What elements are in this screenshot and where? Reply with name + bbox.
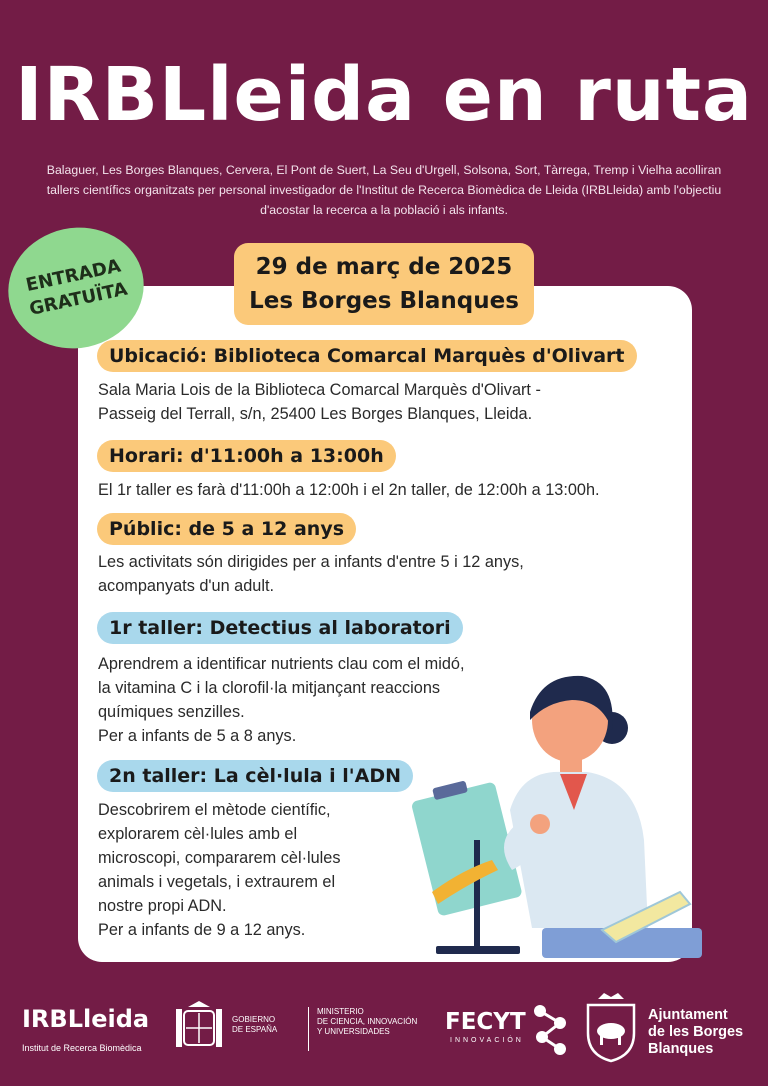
date-box (234, 243, 534, 325)
coat-of-arms-icon (172, 1001, 226, 1055)
sponsor-logos (0, 985, 768, 1075)
badge-text: ENTRADA GRATUÏTA (24, 255, 130, 320)
fecyt-molecule-icon (532, 1001, 572, 1057)
location-heading: Ubicació: Biblioteca Comarcal Marquès d'Olivart (97, 340, 637, 372)
irblleida-subtitle: Institut de Recerca Biomèdica (22, 1043, 142, 1053)
workshop1-text: Aprendrem a identificar nutrients clau com el midó, la vitamina C i la clorofil·la mitjançant reaccions químiques senzilles. Per a infants de 5 a 8 anys. (98, 655, 465, 745)
hand (530, 814, 550, 834)
fecyt-subtitle: INNOVACIÓN (450, 1037, 524, 1044)
event-date: 29 de març de 2025 (255, 254, 513, 280)
scientist-illustration (412, 660, 712, 962)
government-text: GOBIERNO DE ESPAÑA (232, 1015, 278, 1034)
audience-heading: Públic: de 5 a 12 anys (97, 513, 356, 545)
poster-title: IRBLleida en ruta (15, 52, 753, 138)
stand-base (436, 946, 520, 954)
workshop2-text: Descobrirem el mètode científic, explorarem cèl·lules amb el microscopi, compararem cèl·lules animals i vegetals, i extraurem el nostre propi ADN. Per a infants de 9 a 12 anys. (98, 801, 341, 939)
ministry-text: MINISTERIO DE CIENCIA, INNOVACIÓN Y UNIVERSIDADES (308, 1007, 417, 1051)
ajuntament-text: Ajuntament de les Borges Blanques (648, 1007, 744, 1057)
audience-text: Les activitats són dirigides per a infants d'entre 5 i 12 anys, acompanyats d'un adult. (98, 553, 524, 595)
location-text: Sala Maria Lois de la Biblioteca Comarcal Marquès d'Olivart - Passeig del Terrall, s/n, 25400 Les Borges Blanques, Lleida. (98, 381, 541, 423)
workshop1-heading: 1r taller: Detectius al laboratori (97, 612, 463, 644)
event-place: Les Borges Blanques (249, 288, 519, 314)
ajuntament-shield-icon (582, 989, 640, 1063)
schedule-text: El 1r taller es farà d'11:00h a 12:00h i el 2n taller, de 12:00h a 13:00h. (98, 481, 600, 499)
schedule-heading: Horari: d'11:00h a 13:00h (97, 440, 396, 472)
fecyt-logo: FECYT (445, 1009, 526, 1035)
intro-text: Balaguer, Les Borges Blanques, Cervera, El Pont de Suert, La Seu d'Urgell, Solsona, Sort, Tàrrega, Tremp i Vielha acolliran tallers científics organitzats per personal investigador de l'Institut de Recerca Biomèdica de Lleida (IRBLleida) amb l'objectiu d'acostar la recerca a la població i als infants. (46, 163, 722, 217)
workshop2-heading: 2n taller: La cèl·lula i l'ADN (97, 760, 413, 792)
stand-rod (474, 840, 480, 950)
irblleida-logo: IRBLleida (22, 1005, 150, 1033)
